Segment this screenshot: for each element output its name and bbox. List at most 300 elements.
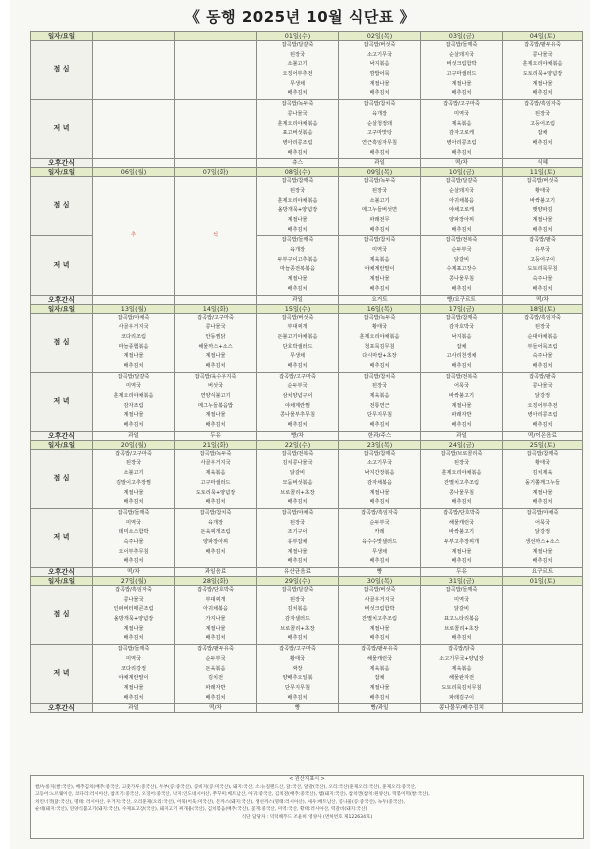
menu-item: 잡곡밥/참깨죽 [281,178,314,185]
menu-item: 해물캐런국 [366,655,393,662]
snack-cell: 과일음료 [175,568,257,577]
menu-item: 계절나물 [532,489,553,496]
menu-item: 어묵국 [534,519,551,526]
menu-item: 배추김치 [123,362,144,369]
menu-item: 계절나물 [287,548,308,555]
menu-item: 소고기무국 [366,460,393,467]
menu-item [93,89,174,99]
meal-cell [93,645,175,704]
menu-item: 계절나물 [369,276,390,283]
day-header: 10일(금) [421,168,503,177]
menu-item: 메그누들볶음밥 [197,402,234,409]
lunch-row [31,586,583,645]
menu-item: 사골우거지국 [364,596,395,603]
menu-item [93,41,174,51]
menu-item: 안동찜닭 [205,333,226,340]
day-header: 13일(월) [93,304,175,313]
menu-item: 잡곡밥/팥두유죽 [361,646,398,653]
menu-item: 바싹불고기 [448,529,475,536]
meal-cell [339,313,421,372]
menu-item: 양파장아찌 [448,217,475,223]
menu-item: 감자고로케 [448,130,475,137]
menu-item: 소고기무국+양념장 [439,655,484,662]
menu-item: 수제표고장수 [446,266,477,273]
menu-item: 버섯국 [207,383,224,390]
menu-item: 양파장아찌 [202,538,229,545]
origin-footer [30,775,584,839]
day-header: 29일(수) [257,577,339,586]
day-label: 일자/요일 [31,304,93,313]
menu-item: 고사리천생채 [446,353,477,360]
menu-item [93,70,174,80]
meal-cell [503,236,583,295]
meal-cell [503,41,583,100]
snack-row [31,295,583,304]
menu-item: 콩나물국 [287,110,308,117]
meal-cell [503,177,583,236]
menu-item: 잔멸치고추조림 [443,479,480,486]
snack-cell [175,159,257,168]
menu-item: 배추김치 [369,149,390,156]
meal-cell [93,586,175,645]
menu-item: 배추김치 [369,90,390,97]
dinner-label: 저 녁 [31,645,93,704]
menu-item: 야채계란말이 [118,675,149,682]
menu-item: 조기구이 [287,529,308,536]
menu-item: 야채계란말이 [364,266,395,273]
dinner-label: 저 녁 [31,100,93,159]
origin-line: 치킨너겟(닭:국산), 명태: 러시아산, 우거지:국산, 오리훈제(오리:국산), 어묵(어육:미국산), 돈까스(돼지:국산), 생선까스(명태:러시아산), 새우:베트남산, 콩나물(콩:중국산), 녹두(중국산), [35,799,405,805]
meal-cell [257,177,339,236]
day-header: 20일(월) [93,440,175,449]
menu-item: 고등어구이 [529,256,556,263]
menu-item [93,110,174,120]
menu-item: 두부구이고추볶음 [277,256,318,263]
menu-item: 배추김치 [287,226,308,233]
menu-item: 배추김치 [287,362,308,369]
menu-item: 콩나물국 [532,383,553,390]
snack-cell: 츄스 [257,159,339,168]
menu-item: 계절나물 [532,217,553,223]
menu-item: 김치제육 [532,470,553,477]
meal-cell [421,236,503,295]
menu-item [175,120,256,130]
menu-item: 제육볶음 [369,393,390,399]
snack-cell [503,704,583,713]
snack-cell: 두유 [421,568,503,577]
menu-item: 계절나물 [123,353,144,360]
menu-item [503,655,582,665]
menu-item: 병아리콩조림 [527,412,558,419]
menu-item: 가지나물 [205,616,226,623]
menu-item [175,51,256,61]
menu-item [175,80,256,90]
menu-item: 소불고기 [123,470,144,477]
meal-cell [175,645,257,704]
menu-item: 야채계란찜 [284,402,311,409]
menu-item: 배추김치 [451,422,472,429]
menu-item: 된장국 [289,187,306,194]
menu-item: 육수수맛샐러드 [361,538,398,545]
menu-item: 해물캐런국 [448,519,475,526]
menu-item: 잡곡밥/흑임자죽 [115,587,152,593]
menu-item: 황태국 [371,324,388,331]
menu-item: 숙주나물 [532,276,553,283]
dinner-row [31,645,583,704]
menu-item: 연양식불고기 [200,393,231,399]
menu-item: 미역국 [453,596,470,603]
day-header: 01일(토) [503,577,583,586]
menu-item: 부대찌개 [205,596,226,603]
menu-item: 순대야채볶음 [527,333,558,340]
week-header-row [31,440,583,449]
menu-item: 사골우거지국 [200,460,231,467]
meal-cell [421,372,503,431]
dinner-row [31,100,583,159]
menu-item: 잡곡밥/참깨죽 [363,450,396,457]
menu-item: 잡곡밥/참깨죽 [445,314,478,321]
meal-cell [93,449,175,508]
meal-cell [339,100,421,159]
menu-item: 파래김구이 [448,694,475,701]
menu-item: 유부국 [534,247,551,254]
menu-item: 잡곡밥/팥두유죽 [524,42,561,48]
menu-item: 배추김치 [532,226,553,233]
menu-item: 도토리묵김치무침 [441,684,482,691]
menu-item: 잡곡밥/브로콜리죽 [440,450,483,457]
menu-item: 된장국 [125,460,142,467]
meal-cell [421,449,503,508]
menu-item: 돈육찌개조림 [200,529,231,536]
menu-item: 잡곡밥/녹두죽 [363,314,396,321]
menu-item: 소고기무국 [366,51,393,58]
menu-item: 배추김치 [451,558,472,565]
menu-item: 잡곡밥/고구마죽 [279,646,316,653]
snack-cell: 요거트 [339,295,421,304]
week-header-row [31,168,583,177]
menu-item: 된장국 [371,383,388,390]
menu-table [30,31,583,713]
menu-item: 배추김치 [532,285,553,292]
menu-item: 오징어부추전 [527,402,558,409]
menu-item: 잡곡밥/들깨죽 [445,587,478,593]
menu-item: 단호박샐러드 [282,343,313,350]
menu-item: 잡곡밥/흑임자죽 [524,101,561,108]
menu-item: 잡곡밥/흑임자죽 [524,314,561,321]
menu-item: 계절나물 [369,489,390,496]
menu-item: 배추김치 [287,499,308,506]
menu-item: 제육볶음 [205,470,226,477]
day-header: 23일(목) [339,440,421,449]
menu-item: 잡곡밥/달걀죽 [117,373,150,380]
menu-item: 배추김치 [369,558,390,565]
menu-item: 순살청정돼 [366,120,393,127]
menu-item [503,634,582,644]
menu-item: 잡곡밥/야채죽 [281,509,314,516]
menu-item: 도토리묵+양념장 [195,489,236,496]
meal-cell [503,313,583,372]
menu-item [503,665,582,675]
menu-item: 계절나물 [123,625,144,632]
snack-cell: 떡/차 [421,159,503,168]
menu-item: 계절나물 [532,548,553,555]
menu-item: 돈불고기야채볶음 [277,333,318,340]
menu-item: 콩나물무침 [448,276,475,283]
holiday-char: 추 [93,177,175,295]
menu-item: 배추김치 [451,149,472,156]
menu-item: 모둠버섯볶음 [282,479,313,486]
menu-item: 배추김치 [451,285,472,292]
meal-cell [421,508,503,567]
menu-item: 카레 [374,529,385,536]
meal-cell [257,372,339,431]
menu-item: 잡채 [456,343,467,350]
week-header-row [31,32,583,41]
lunch-row [31,313,583,372]
menu-item: 고구마샐러드 [446,71,477,78]
day-header: 17일(금) [421,304,503,313]
snack-label: 오후간식 [31,431,93,440]
menu-item: 연근흑임자무침 [361,139,398,146]
menu-item: 잡곡밥/고구마죽 [115,450,152,457]
menu-item: 무생채 [289,80,306,87]
menu-item: 순두부국 [451,247,472,254]
day-header: 06일(월) [93,168,175,177]
day-header: 11일(토) [503,168,583,177]
menu-item: 소불고기 [369,197,390,204]
menu-item: 배추김치 [287,694,308,701]
snack-label: 오후간식 [31,295,93,304]
menu-item [93,80,174,90]
snack-cell: 과일 [339,159,421,168]
meal-cell [339,586,421,645]
menu-item: 잡곡밥/야채죽 [526,509,559,516]
menu-item: 잡곡밥/참치죽 [363,237,396,244]
lunch-label: 점 심 [31,177,93,236]
menu-item: 김치콩나물국 [282,460,313,467]
menu-item: 잡채 [374,675,385,682]
menu-item: 계절나물 [287,276,308,283]
snack-cell [93,295,175,304]
menu-item: 잡곡밥/버섯죽 [363,42,396,48]
menu-item: 어묵국 [453,383,470,390]
meal-cell [175,508,257,567]
menu-item: 계절나물 [451,80,472,87]
meal-cell [421,586,503,645]
menu-item: 잡곡밥/팥죽 [529,373,556,380]
meal-cell [339,177,421,236]
menu-item: 미역국 [125,519,142,526]
menu-item: 계절나물 [532,80,553,87]
menu-item: 배추김치 [532,90,553,97]
lunch-row [31,177,583,236]
menu-item: 오징어부추전 [282,71,313,78]
menu-item: 데미소스함박 [118,529,149,536]
menu-item: 배추김치 [369,362,390,369]
menu-item: 마늘종햄볶음 [118,343,149,350]
menu-item: 잡곡밥/단호박죽 [197,587,234,593]
menu-item: 고구마샐러드 [200,479,231,486]
menu-item: 두부고추장찌개 [443,538,480,545]
day-header: 21일(화) [175,440,257,449]
meal-cell [175,41,257,100]
menu-item: 배추김치 [123,558,144,565]
day-label: 일자/요일 [31,168,93,177]
meal-cell [421,313,503,372]
meal-cell [503,645,583,704]
menu-item: 육개장 [207,519,224,526]
menu-item: 전통연근 [369,402,390,409]
meal-cell [421,100,503,159]
menu-item: 황태국 [534,460,551,467]
snack-cell [93,159,175,168]
menu-item: 버섯크림함박 [364,606,395,613]
menu-item [93,139,174,149]
menu-item [503,674,582,684]
menu-item: 된장국 [534,324,551,331]
menu-item: 잡곡밥/단호박죽 [443,509,480,516]
menu-item [175,60,256,70]
menu-item: 배추김치 [532,558,553,565]
menu-item: 제육볶음 [369,256,390,263]
dinner-label: 저 녁 [31,372,93,431]
menu-item: 고등어조림 [529,120,556,127]
menu-item: 도토리묵+양념장 [522,71,563,78]
menu-item: 배추김치 [369,226,390,233]
menu-item: 잡곡밥/달걀죽 [281,42,314,48]
menu-item: 바싹불고기 [448,393,475,399]
menu-item: 배추김치 [369,422,390,429]
menu-item: 계절나물 [123,412,144,419]
menu-item: 인퍼버터매콘조림 [113,606,154,613]
meal-cell [175,372,257,431]
menu-item: 배추김치 [451,362,472,369]
menu-item: 사골우거지국 [118,324,149,331]
meal-cell [93,41,175,100]
meal-cell [421,645,503,704]
snack-cell: 빵 [257,704,339,713]
menu-item [175,89,256,99]
snack-cell: 식혜 [503,159,583,168]
meal-cell [257,449,339,508]
menu-item: 숙주나물 [532,353,553,360]
menu-item: 배추김치 [532,422,553,429]
menu-item: 콩나물무침 [448,489,475,496]
menu-item: 다시마쌈+초장 [362,353,397,360]
menu-item: 배추김치 [205,499,226,506]
dietitian-info: 식단 담당자 : 덕덕해푸드 조윤희 영양사 (면허번호 제122634호) [241,814,373,820]
menu-item: 김치볶음 [287,606,308,613]
day-header: 02일(목) [339,32,421,41]
menu-item: 파래자반 [451,412,472,419]
menu-item: 김말이고추장찜 [115,479,152,486]
menu-item: 생선까스+소스 [525,538,560,545]
meal-cell [503,508,583,567]
menu-item: 계절나물 [451,402,472,409]
menu-item: 콩나물부추무침 [279,412,316,419]
menu-item: 제육볶음 [451,665,472,672]
menu-item: 돈육볶음 [205,665,226,672]
menu-item: 잡곡밥/들깨죽 [117,646,150,653]
meal-cell [175,586,257,645]
snack-cell: 과일 [421,431,503,440]
menu-item: 잡곡밥/팥죽 [529,237,556,244]
day-header: 27일(월) [93,577,175,586]
meal-cell [339,372,421,431]
meal-cell [339,236,421,295]
snack-row [31,431,583,440]
snack-cell: 빵/차 [257,431,339,440]
menu-item: 잡곡밥/야채죽 [117,314,150,321]
meal-cell [175,100,257,159]
day-header: 28일(화) [175,577,257,586]
day-header: 01일(수) [257,32,339,41]
origin-line: 순대(돼지:국산), 연양식불고기(돼지:국산), 수제표고장(국산), 돼지고기 찌개용(국산), 김치볶음(배추:국산), 꽃게:중국산, 미역:국산, 황태:러시아산, 떡갈비(돼지:국산) [35,807,368,813]
meal-cell [93,372,175,431]
meal-cell [421,177,503,236]
dinner-row [31,508,583,567]
menu-item [175,110,256,120]
menu-item: 잡곡밥/전복죽 [445,237,478,244]
menu-item: 배추김치 [205,422,226,429]
menu-item: 잡곡밥/녹두죽 [199,450,232,457]
menu-item: 감자호박국 [448,324,475,331]
menu-item: 낙지볶음 [451,333,472,340]
menu-item [503,615,582,625]
meal-cell [421,41,503,100]
snack-cell: 과일 [93,704,175,713]
menu-item: 훈제오리야채볶음 [359,333,400,340]
menu-item: 올방개묵+양념장 [113,616,154,623]
menu-item: 잡곡밥/팥두유죽 [197,646,234,653]
meal-cell [93,313,175,372]
menu-item: 계절나물 [205,412,226,419]
menu-item: 배추김치 [287,90,308,97]
menu-item: 잡곡밥/들깨죽 [281,237,314,244]
menu-item: 계절나물 [369,684,390,691]
menu-item [175,100,256,110]
menu-item: 유부잡채 [287,538,308,545]
menu-item: 계절나물 [451,548,472,555]
snack-cell: 유산균음료 [257,568,339,577]
menu-item: 순두부국 [369,519,390,526]
menu-item: 버섯크림함박 [446,61,477,68]
menu-item: 깜밥어묵 [369,71,390,78]
meal-cell [257,41,339,100]
menu-item: 숙주나물 [123,538,144,545]
menu-item: 배추김치 [451,635,472,642]
snack-cell: 떡/차 [93,568,175,577]
menu-item: 순살돼지국 [448,187,475,194]
menu-item: 잡채 [537,130,548,137]
menu-item: 배추김치 [287,635,308,642]
day-label: 일자/요일 [31,577,93,586]
day-header [93,32,175,41]
menu-item: 부들어묵조림 [527,343,558,350]
menu-item: 배추김치 [369,499,390,506]
snack-cell: 콩나물무/배추김치 [421,704,503,713]
day-header: 18일(토) [503,304,583,313]
menu-item: 황태국 [534,187,551,194]
meal-cell [257,313,339,372]
snack-cell: 떡/차 [175,704,257,713]
menu-item: 계절나물 [123,489,144,496]
footer-title: < 원산지표시 > [289,776,325,782]
snack-cell: 빵/요구르트 [421,295,503,304]
menu-item: 잡곡밥/고구마죽 [279,373,316,380]
lunch-label: 점 심 [31,313,93,372]
menu-item: 배추김치 [205,362,226,369]
